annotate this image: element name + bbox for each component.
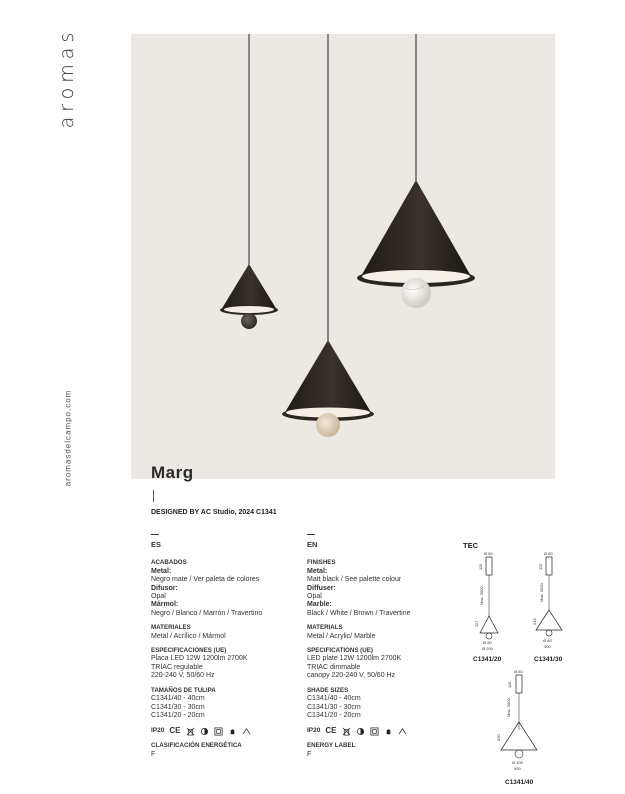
weee-bin-icon <box>342 727 351 736</box>
metal-value: Matt black / See palette colour <box>307 576 402 584</box>
specs-line: TRIAC regulable <box>151 663 203 671</box>
sizes-heading: SHADE SIZES <box>307 686 349 694</box>
materials-heading: MATERIALS <box>307 624 343 632</box>
metal-label: Metal: <box>307 567 328 575</box>
size-line: C1341/20 - 20cm <box>307 711 361 719</box>
diffuser-label: Difusor: <box>151 584 178 592</box>
medium-pendant <box>282 340 374 437</box>
dim-label: 117 <box>474 620 479 627</box>
marble-label: Mármol: <box>151 601 179 609</box>
energy-value: F <box>151 750 156 758</box>
dim-label: Ø 200 <box>482 646 493 651</box>
class-ii-icon <box>214 727 223 736</box>
led-icon <box>384 727 393 736</box>
product-title: Marg <box>151 463 194 482</box>
lang-heading: ES <box>151 540 162 549</box>
size-line: C1341/30 - 30cm <box>151 703 205 711</box>
dim-label: Ø 80 <box>514 669 523 674</box>
metal-value: Negro mate / Ver paleta de colores <box>151 576 260 584</box>
energy-heading: CLASIFICACIÓN ENERGÉTICA <box>151 742 242 750</box>
finishes-heading: ACABADOS <box>151 559 187 567</box>
dim-label: Max. 3000 <box>539 583 544 602</box>
specs-line: 220-240 V, 50/60 Hz <box>151 672 215 680</box>
large-pendant <box>357 180 475 308</box>
specs-line: TRIAC dimmable <box>307 663 361 671</box>
website-text: aromasdelcampo.com <box>63 389 73 487</box>
dim-label: Max. 3000 <box>506 698 511 717</box>
sizes-heading: TAMAÑOS DE TULIPA <box>151 686 216 694</box>
finishes-heading: FINISHES <box>307 559 336 567</box>
dim-label: 115 <box>478 563 483 570</box>
ce-mark: CE <box>169 726 181 736</box>
pendant-lamps-illustration <box>131 34 555 479</box>
model-caption: C1341/20 <box>473 656 502 663</box>
diffuser-value: Opal <box>151 593 166 601</box>
tech-heading: TEC <box>463 541 478 550</box>
metal-label: Metal: <box>151 567 172 575</box>
diffuser-label: Diffuser: <box>307 584 336 592</box>
dim-label: Ø 80 <box>543 638 552 643</box>
spec-column-en <box>307 534 457 759</box>
dimmable-icon <box>356 727 365 736</box>
dim-label: Ø 80 <box>544 551 553 556</box>
section-dash <box>151 534 159 535</box>
section-dash <box>307 534 315 535</box>
class-ii-icon <box>370 727 379 736</box>
dim-label: 115 <box>538 563 543 570</box>
ip-rating: IP20 <box>151 727 165 735</box>
dim-label: Ø 100 <box>512 760 523 765</box>
materials-value: Metal / Acrylic/ Marble <box>307 632 376 640</box>
size-line: C1341/40 - 40cm <box>307 695 361 703</box>
marble-value: Black / White / Brown / Travertine <box>307 609 411 617</box>
dim-label: 330 <box>496 734 501 741</box>
ip-rating: IP20 <box>307 727 321 735</box>
ce-mark: CE <box>325 726 337 736</box>
marble-label: Marble: <box>307 601 332 609</box>
dim-label: Ø 80 <box>484 551 493 556</box>
dim-label: 400 <box>514 766 521 771</box>
diffuser-value: Opal <box>307 593 322 601</box>
drawing-c1341-40 <box>485 668 555 778</box>
specs-line: Placa LED 12W 1200lm 2700K <box>151 655 248 663</box>
spec-column-es <box>151 534 301 759</box>
certification-icons <box>151 726 301 736</box>
materials-heading: MATERIALES <box>151 624 191 632</box>
size-line: C1341/20 - 20cm <box>151 711 205 719</box>
size-line: C1341/40 - 40cm <box>151 695 205 703</box>
dim-label: 300 <box>544 644 551 649</box>
led-icon <box>228 727 237 736</box>
dim-label: 115 <box>507 681 512 688</box>
certification-icons <box>307 726 457 736</box>
drawing-c1341-30 <box>522 550 577 655</box>
model-caption: C1341/40 <box>505 779 534 786</box>
product-photo <box>131 34 555 479</box>
materials-value: Metal / Acrílico / Mármol <box>151 632 226 640</box>
designer-line: DESIGNED BY AC Studio, 2024 C1341 <box>151 509 277 516</box>
dim-label: Max. 3000 <box>479 586 484 605</box>
small-pendant <box>220 264 278 329</box>
brand-logo <box>52 28 82 128</box>
specs-line: LED plate 12W 1200lm 2700K <box>307 655 402 663</box>
energy-value: F <box>307 750 312 758</box>
lang-heading: EN <box>307 540 318 549</box>
specs-heading: ESPECIFICACIONES (UE) <box>151 647 227 655</box>
website-label <box>58 389 78 487</box>
energy-icon <box>398 727 407 736</box>
energy-icon <box>242 727 251 736</box>
size-line: C1341/30 - 30cm <box>307 703 361 711</box>
energy-heading: ENERGY LABEL <box>307 742 356 750</box>
marble-value: Negro / Blanco / Marrón / Travertino <box>151 609 263 617</box>
dim-label: 245 <box>532 618 537 625</box>
dim-label: Ø 80 <box>483 640 492 645</box>
title-divider <box>153 490 154 502</box>
weee-bin-icon <box>186 727 195 736</box>
brand-name: aromas <box>56 27 78 129</box>
drawing-c1341-20 <box>462 550 517 655</box>
dimmable-icon <box>200 727 209 736</box>
model-caption: C1341/30 <box>534 656 563 663</box>
specs-line: canopy 220-240 V, 50/60 Hz <box>307 672 396 680</box>
specs-heading: SPECIFICATIONS (UE) <box>307 647 373 655</box>
